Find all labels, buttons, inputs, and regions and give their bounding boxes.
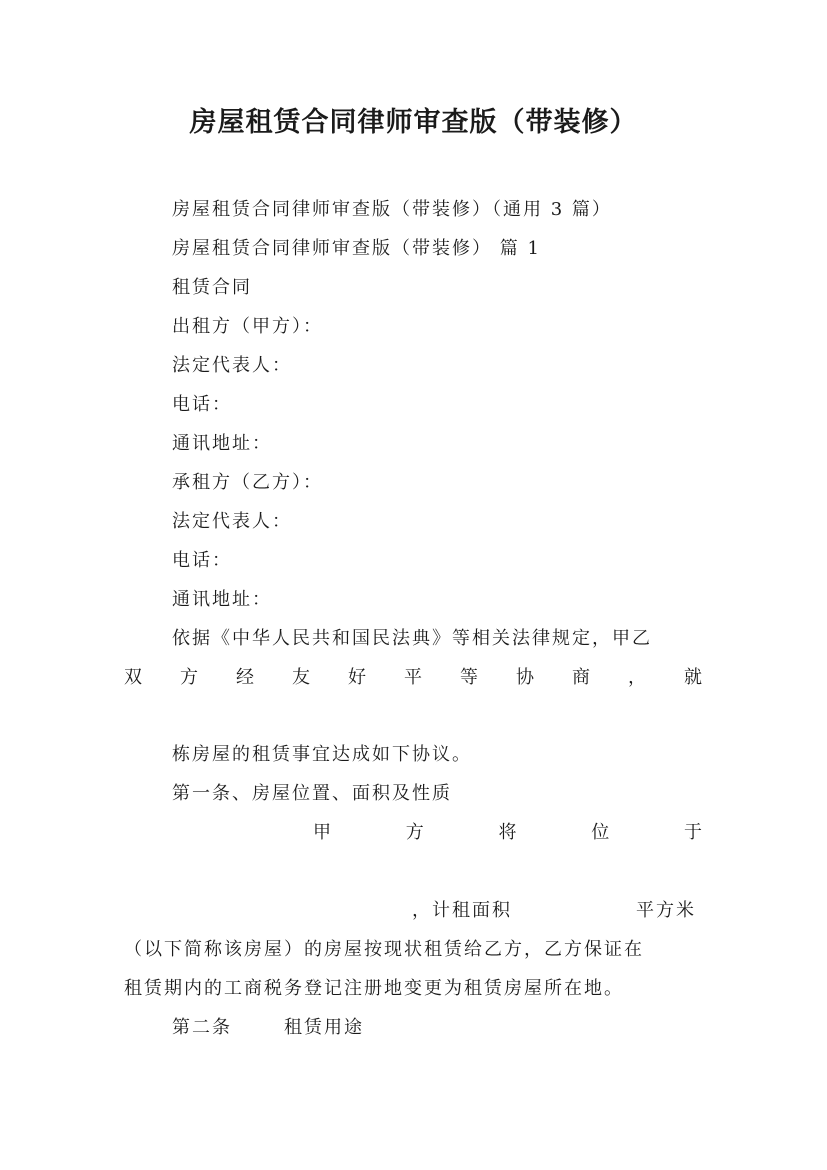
article-1-line-1 bbox=[313, 821, 702, 845]
lessee-rep-label: 法定代表人： bbox=[172, 511, 292, 532]
article-2-title: 租赁用途 bbox=[284, 1017, 364, 1038]
article-1-title: 第一条、房屋位置、面积及性质 bbox=[172, 783, 452, 804]
char: 友 bbox=[292, 667, 310, 688]
char: 于 bbox=[684, 822, 702, 843]
char: 好 bbox=[348, 667, 366, 688]
article-1-area-label: ，计租面积 bbox=[412, 900, 512, 921]
article-1-area-unit: 平方米 bbox=[636, 900, 696, 921]
contract-name: 租赁合同 bbox=[172, 277, 252, 298]
lessee-phone-label: 电话： bbox=[172, 550, 232, 571]
paragraph-1-line-2 bbox=[124, 666, 702, 690]
lessee-address-label: 通讯地址： bbox=[172, 589, 272, 610]
char: 双 bbox=[124, 667, 142, 688]
document-title: 房屋租赁合同律师审查版（带装修） bbox=[189, 107, 638, 138]
char: 方 bbox=[180, 667, 198, 688]
char: ， bbox=[628, 667, 646, 688]
article-1-line-4: 租赁期内的工商税务登记注册地变更为租赁房屋所在地。 bbox=[124, 978, 624, 999]
char: 经 bbox=[236, 667, 254, 688]
article-1-line-3: （以下简称该房屋）的房屋按现状租赁给乙方，乙方保证在 bbox=[124, 939, 644, 960]
char: 方 bbox=[405, 822, 424, 843]
lessor-address-label: 通讯地址： bbox=[172, 433, 272, 454]
char: 就 bbox=[684, 667, 702, 688]
char: 甲 bbox=[313, 822, 331, 843]
lessee-label: 承租方（乙方）： bbox=[172, 472, 323, 493]
char: 位 bbox=[591, 822, 610, 843]
document-subtitle: 房屋租赁合同律师审查版（带装修）（通用 3 篇） bbox=[172, 199, 612, 220]
char: 平 bbox=[404, 667, 422, 688]
section-heading: 房屋租赁合同律师审查版（带装修） 篇 1 bbox=[172, 238, 541, 259]
paragraph-1-line-1: 依据《中华人民共和国民法典》等相关法律规定，甲乙 bbox=[172, 628, 652, 649]
char: 等 bbox=[460, 667, 478, 688]
char: 协 bbox=[516, 667, 534, 688]
paragraph-1-line-3: 栋房屋的租赁事宜达成如下协议。 bbox=[172, 744, 472, 765]
lessor-phone-label: 电话： bbox=[172, 394, 232, 415]
lessor-rep-label: 法定代表人： bbox=[172, 355, 292, 376]
char: 商 bbox=[572, 667, 590, 688]
lessor-label: 出租方（甲方）： bbox=[172, 316, 323, 337]
article-2-number: 第二条 bbox=[172, 1017, 232, 1038]
char: 将 bbox=[498, 822, 517, 843]
